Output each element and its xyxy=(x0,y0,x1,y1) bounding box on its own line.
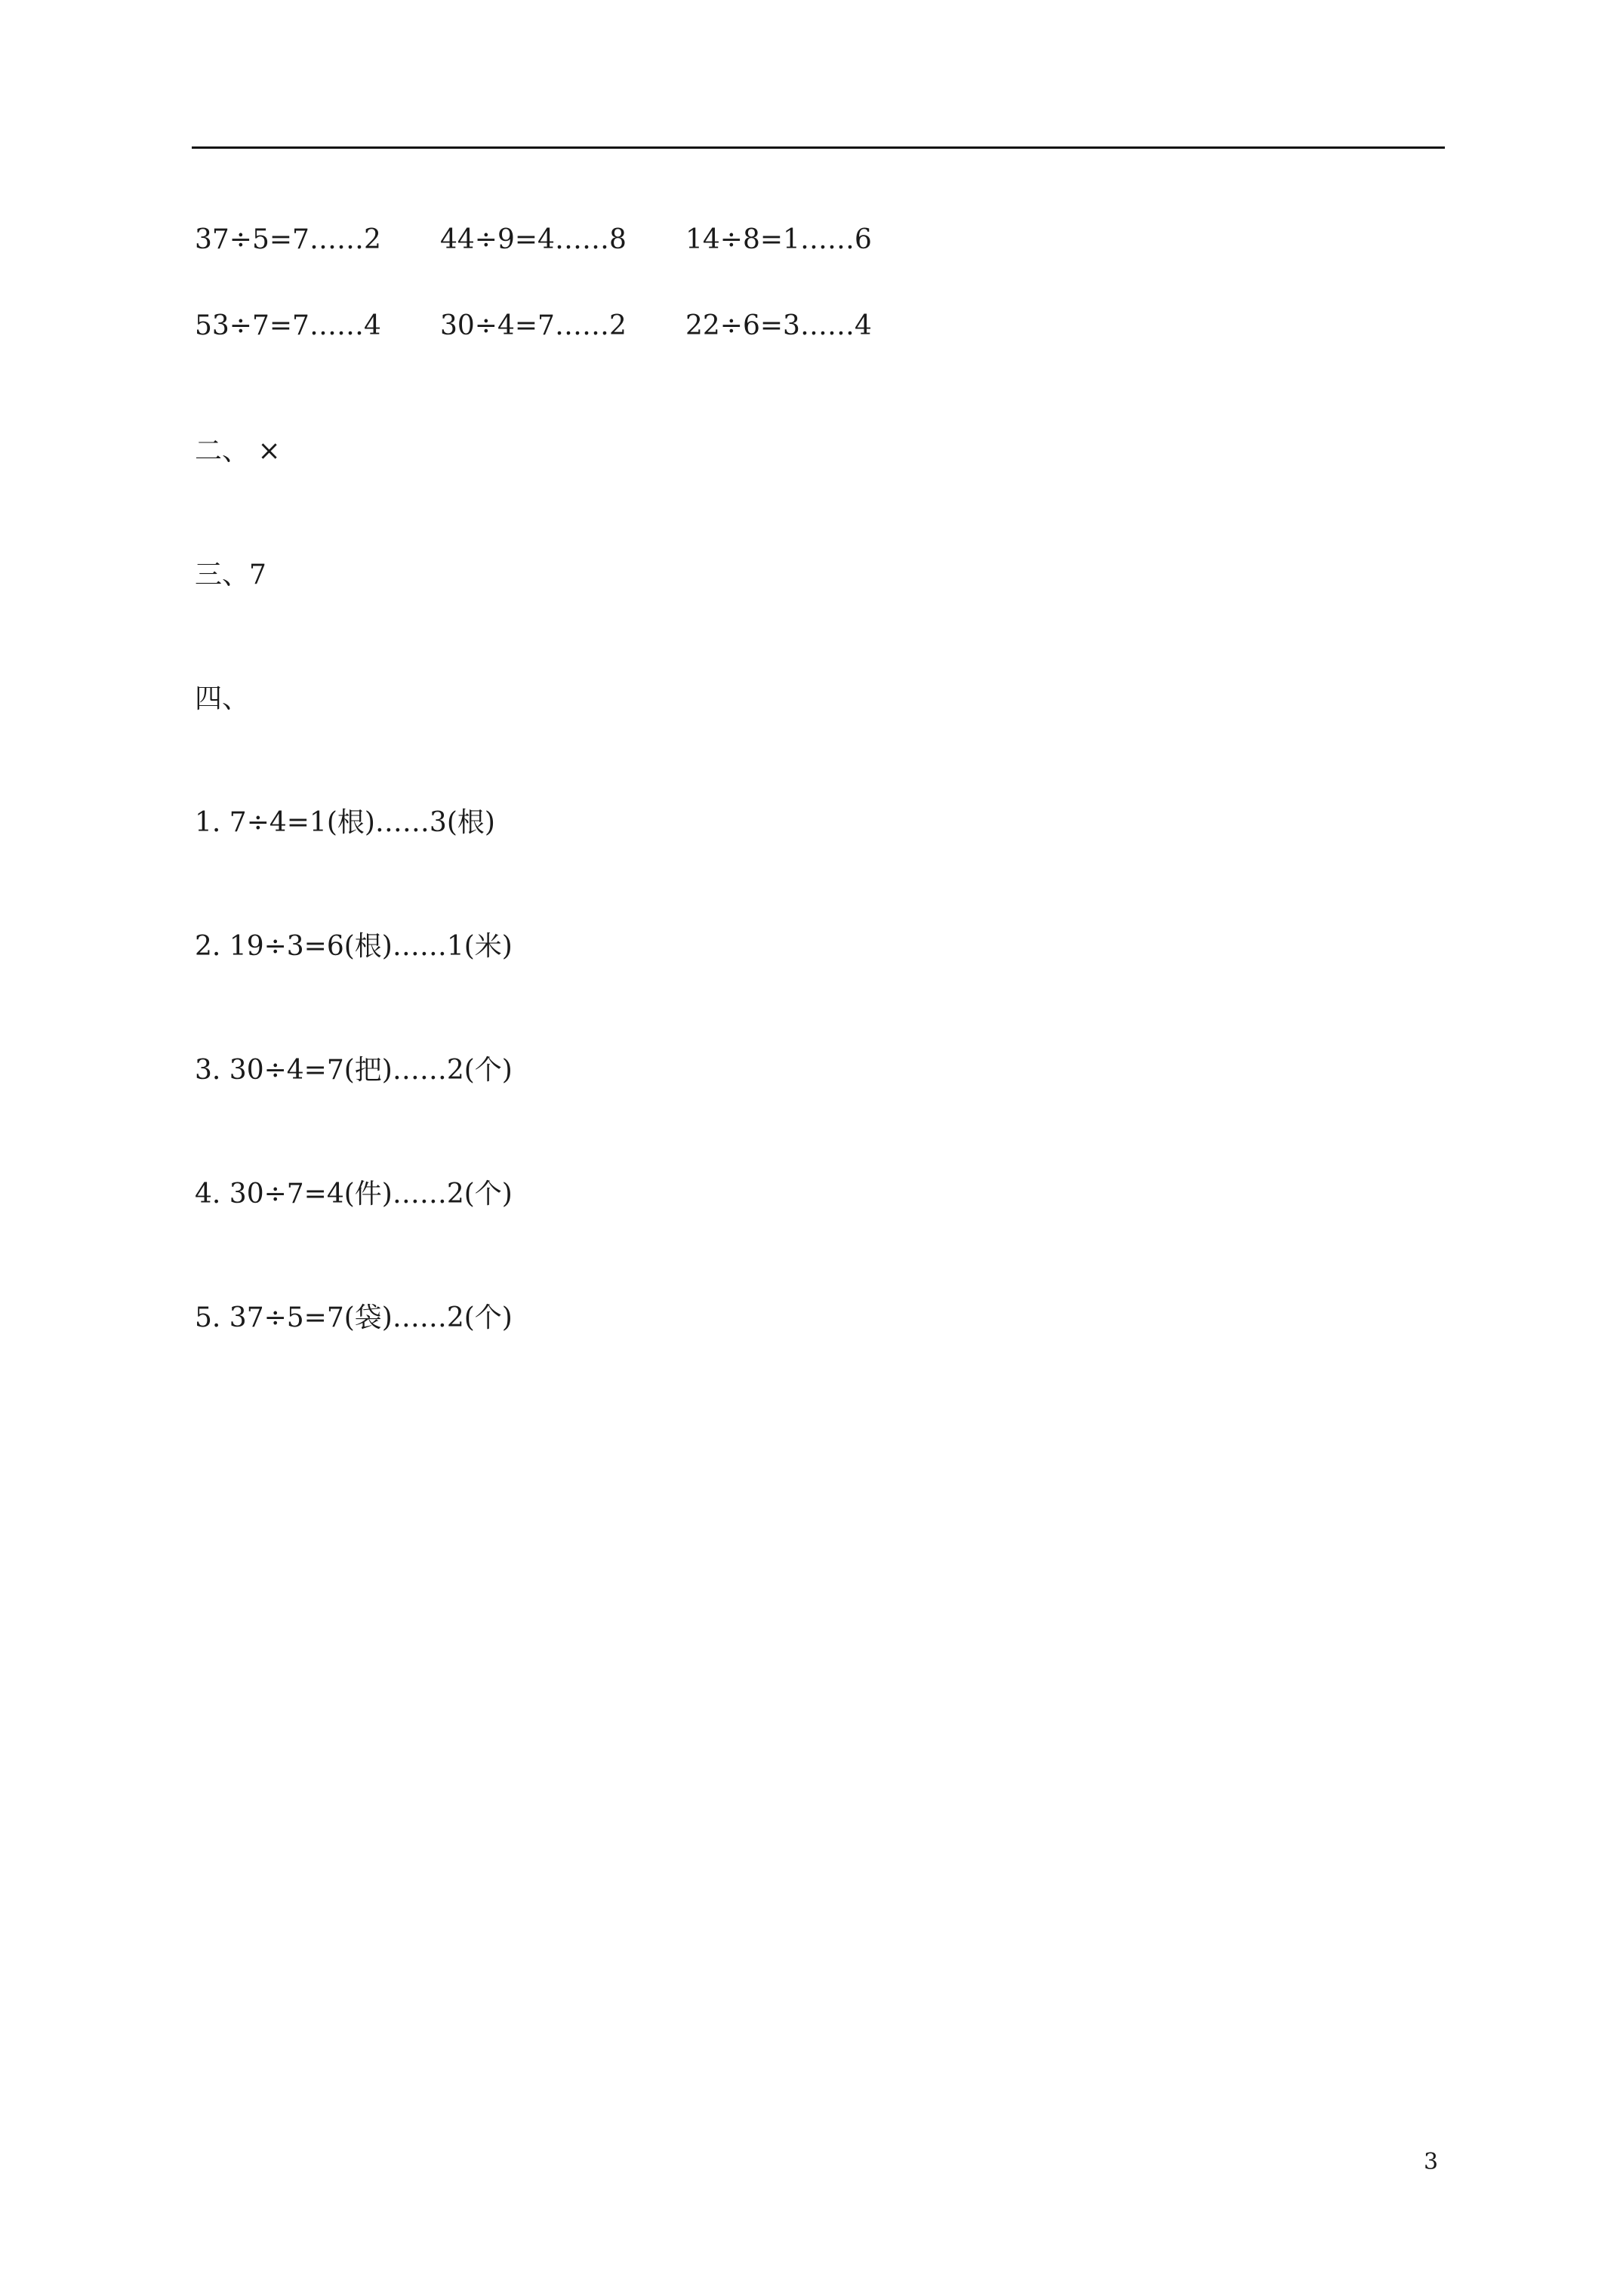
equation: 44÷9=4……8 xyxy=(440,224,627,255)
equation: 37÷5=7……2 xyxy=(195,224,381,255)
equation: 53÷7=7……4 xyxy=(195,310,381,341)
equation: 14÷8=1……6 xyxy=(685,224,872,255)
answer-item-1: 1. 7÷4=1(根)……3(根) xyxy=(195,807,495,838)
section-2-answer: 二、 × xyxy=(195,436,281,467)
equation: 22÷6=3……4 xyxy=(685,310,872,341)
equation: 30÷4=7……2 xyxy=(440,310,627,341)
equation-row-1 xyxy=(195,223,1252,257)
answer-item-4: 4. 30÷7=4(件)……2(个) xyxy=(195,1179,513,1210)
answer-item-2: 2. 19÷3=6(根)……1(米) xyxy=(195,931,513,962)
header-rule xyxy=(192,146,1445,149)
answer-item-3: 3. 30÷4=7(把)……2(个) xyxy=(195,1055,513,1086)
section-4-heading: 四、 xyxy=(195,683,250,714)
equation-row-2 xyxy=(195,310,1252,343)
page-number: 3 xyxy=(1424,2149,1439,2175)
answer-item-5: 5. 37÷5=7(袋)……2(个) xyxy=(195,1302,513,1333)
section-3-answer: 三、7 xyxy=(195,559,266,590)
